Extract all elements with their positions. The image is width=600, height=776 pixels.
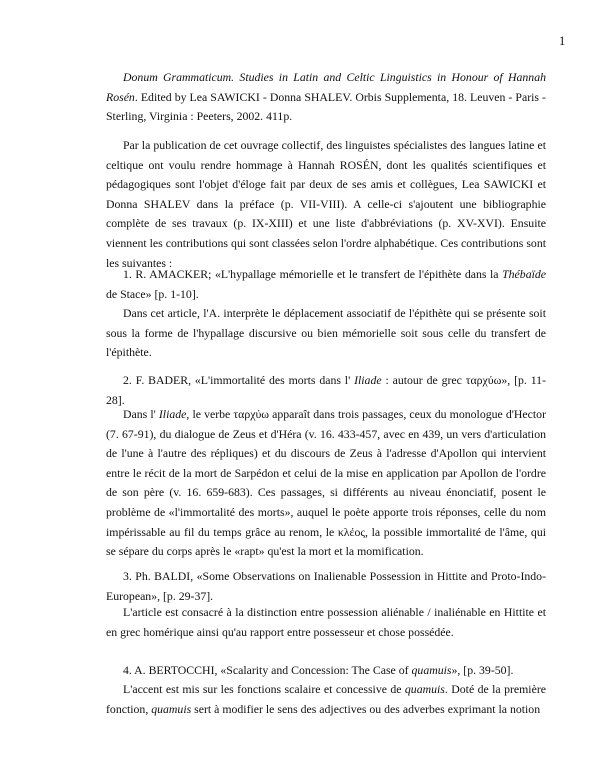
entry-4-heading: 4. A. BERTOCCHI, «Scalarity and Concession: The Case of quamuis», [p. 39-50]. [123,663,514,677]
entry-1-title-italic: Thébaïde [502,267,546,281]
entry-4-body: L'accent est mis sur les fonctions scalaire et concessive de quamuis. Doté de la première fonction, quamuis sert à modifier le sens des adjectives ou des adverbes exprimant la notion [106,682,546,716]
entry-2-body-italic: Iliade [158,407,187,421]
book-title: Donum Grammaticum. Studies in Latin and Celtic Linguistics in Honour of Hannah Rosén [106,70,546,104]
page-number: 1 [559,34,566,48]
entry-4-title-italic: quamuis [411,663,452,677]
entry-2-body: Dans l' Iliade, le verbe ταρχύω apparaît dans trois passages, ceux du monologue d'Hector (7. 67-91), du dialogue de Zeus et d'Héra (v. 16. 433-457, avec en 439, un vers d'articulation de l'une à l'autre des répliques) et du discours de Zeus à l'adresse d'Apollon qui intervient entre le récit de la mort de Sarpédon et celui de la mise en application par Apollon de l'ordre de son père (v. 16. 659-683). Ces passages, si différents au niveau énonciatif, posent le problème de «l'immortalité des morts», auquel le poète apporte trois réponses, celle du nom impérissable au fil du temps grâce au renom, le κλέος, la possible immortalité de l'âme, qui se sépare du corps après le «rapt» qu'est la mort et la momification. [106,407,546,559]
entry-1-body: Dans cet article, l'A. interprète le déplacement associatif de l'épithète qui se présente soit sous la forme de l'hypallage discursive ou bien mémorielle soit sous celle du transfert de l'épithète. [106,306,546,360]
entry-3-heading: 3. Ph. BALDI, «Some Observations on Inalienable Possession in Hittite and Proto-Indo-European», [p. 29-37]. [106,569,546,603]
entry-1-heading: 1. R. AMACKER; «L'hypallage mémorielle et le transfert de l'épithète dans la Thébaïde de Stace» [p. 1-10]. [106,267,546,301]
intro-paragraph: Par la publication de cet ouvrage collectif, des linguistes spécialistes des langues latine et celtique ont voulu rendre hommage à Hannah ROSÉN, dont les qualités scientifiques et pédagogiques sont l'objet d'éloge fait par deux de ses amis et collègues, Lea SAWICKI et Donna SHALEV dans la préface (p. VII-VIII). A celle-ci s'ajoutent une bibliographie complète de ses travaux (p. IX-XIII) et une liste d'abbréviations (p. XV-XVI). Ensuite viennent les contributions qui sont classées selon l'ordre alphabétique. Ces contributions sont les suivantes : [106,138,546,270]
entry-2-title-italic: Iliade [354,373,382,387]
citation [106,68,546,127]
entry-2-heading: 2. F. BADER, «L'immortalité des morts dans l' Iliade : autour de grec ταρχύω», [p. 11-28]. [106,373,546,407]
citation-details: . Edited by Lea SAWICKI - Donna SHALEV. Orbis Supplementa, 18. Leuven - Paris - Sterling, Virginia : Peeters, 2002. 411p. [106,89,546,124]
entry-3-body: L'article est consacré à la distinction entre possession aliénable / inaliénable en Hittite et en grec homérique ainsi qu'au rapport entre possesseur et chose possédée. [106,605,546,639]
